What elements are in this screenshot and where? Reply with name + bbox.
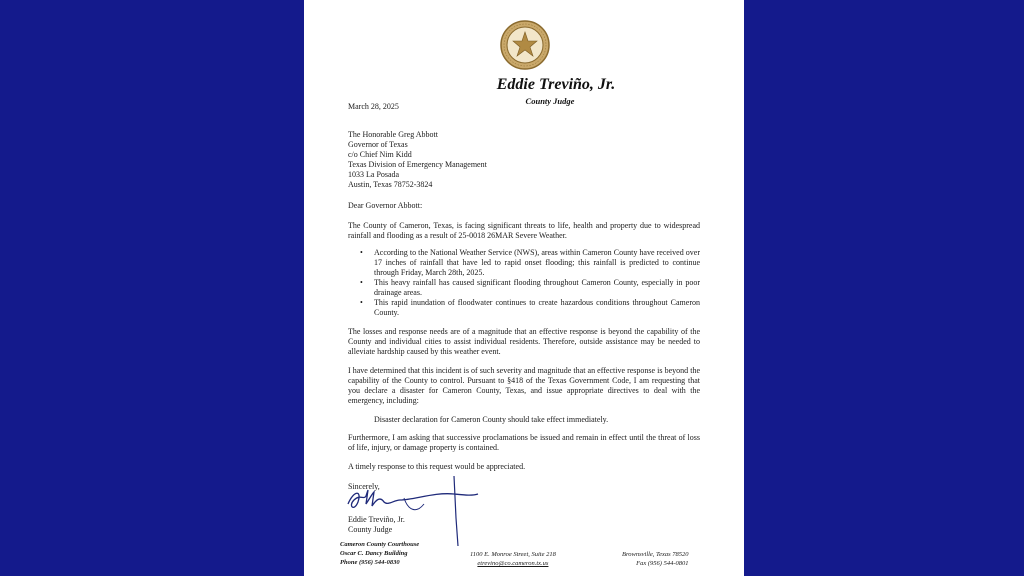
address-line: 1033 La Posada (348, 170, 400, 179)
address-line: c/o Chief Nim Kidd (348, 150, 412, 159)
bullet-list (348, 248, 700, 318)
determination-paragraph: I have determined that this incident is of such severity and magnitude that an effective response is beyond the capability of the County to control. Pursuant to §418 of the Texas Government Code, I am requesting that you declare a disaster for Cameron County, Texas, and issue appropriate directives to deal with the emergency, including: (348, 366, 700, 405)
footer-email[interactable]: etrevino@co.cameron.tx.us (477, 560, 549, 567)
letterhead-name: Eddie Treviño, Jr. (496, 76, 616, 93)
bullet-icon: • (360, 278, 363, 287)
letter-page (304, 0, 744, 576)
letter-date: March 28, 2025 (348, 102, 399, 111)
signature-icon (344, 470, 494, 550)
furthermore-paragraph: Furthermore, I am asking that successive proclamations be issued and remain in effect until the threat of loss of life, injury, or damage property is contained. (348, 433, 700, 452)
list-item (348, 248, 700, 278)
list-item (348, 298, 700, 318)
bullet-text: According to the National Weather Service (NWS), areas within Cameron County have received over 17 inches of rainfall that have led to rapid onset flooding; this rainfall is predicted to continue through Friday, March 28th, 2025. (374, 248, 700, 277)
bullet-text: This heavy rainfall has caused significant flooding throughout Cameron County, especially in poor drainage areas. (374, 278, 700, 297)
bullet-text: This rapid inundation of floodwater continues to create hazardous conditions throughout Cameron County. (374, 298, 700, 317)
address-line: Texas Division of Emergency Management (348, 160, 487, 169)
footer-right (622, 550, 689, 568)
footer-line: Fax (956) 544-0801 (636, 560, 689, 567)
address-line: Governor of Texas (348, 140, 408, 149)
address-line: Austin, Texas 78752-3824 (348, 180, 433, 189)
footer-line: Brownsville, Texas 78520 (622, 551, 689, 558)
footer-middle (470, 550, 556, 568)
footer-line: Phone (956) 544-0830 (340, 559, 400, 566)
losses-paragraph: The losses and response needs are of a magnitude that an effective response is beyond the capability of the County and individual cities to assist individual residents. Therefore, outside assistance may be needed to alleviate hardship caused by this weather event. (348, 327, 700, 356)
salutation: Dear Governor Abbott: (348, 201, 423, 210)
footer-line: 1100 E. Monroe Street, Suite 218 (470, 551, 556, 558)
address-line: The Honorable Greg Abbott (348, 130, 438, 139)
footer-line: Cameron County Courthouse (340, 541, 420, 548)
timely-paragraph: A timely response to this request would be appreciated. (348, 462, 526, 471)
closing: Sincerely, (348, 482, 380, 491)
bullet-icon: • (360, 298, 363, 307)
county-seal-icon (500, 20, 550, 70)
recipient-address (348, 130, 487, 190)
signer-name: Eddie Treviño, Jr. (348, 515, 405, 524)
bullet-icon: • (360, 248, 363, 257)
intro-paragraph: The County of Cameron, Texas, is facing significant threats to life, health and property due to widespread rainfall and flooding as a result of 25-0018 26MAR Severe Weather. (348, 221, 700, 240)
footer-line: Oscar C. Dancy Building (340, 550, 408, 557)
list-item (348, 278, 700, 298)
declaration-line: Disaster declaration for Cameron County should take effect immediately. (374, 415, 609, 424)
letterhead-title: County Judge (525, 96, 575, 106)
signer-title: County Judge (348, 525, 393, 534)
footer-left (340, 540, 419, 567)
